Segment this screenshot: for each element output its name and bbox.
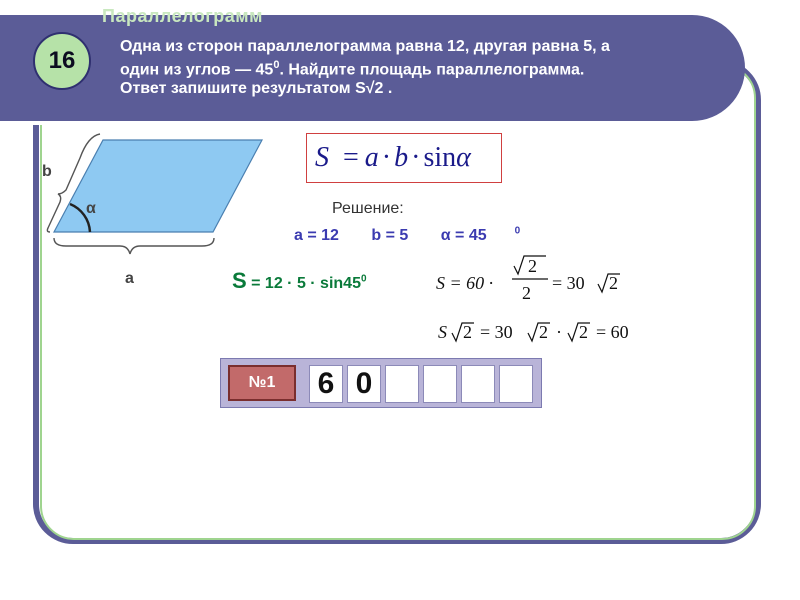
problem-line-1: Одна из сторон параллелограмма равна 12, другая равна 5, а — [120, 38, 610, 55]
answer-cell-3[interactable] — [385, 365, 419, 403]
formula-sin: sin — [423, 142, 457, 173]
answer-cell-6[interactable] — [499, 365, 533, 403]
angle-alpha-label: α — [86, 200, 96, 217]
equation-1-numerator: 2 — [528, 256, 537, 276]
parallelogram-figure — [30, 128, 270, 288]
problem-line-2-a: один из углов — 45 — [120, 61, 274, 79]
area-formula-box — [306, 133, 502, 183]
side-b-label: b — [42, 163, 52, 180]
area-substitution — [232, 268, 367, 294]
header-divider — [0, 121, 710, 125]
formula-dot-1: · — [381, 142, 392, 173]
answer-cell-1[interactable]: 6 — [309, 365, 343, 403]
equation-1-denominator: 2 — [522, 283, 531, 303]
answer-bar — [220, 358, 542, 408]
answer-label-button[interactable]: №1 — [228, 365, 296, 401]
given-values — [294, 226, 520, 245]
side-a-label: a — [125, 270, 134, 287]
answer-cell-5[interactable] — [461, 365, 495, 403]
problem-statement — [120, 37, 740, 98]
solution-label: Решение: — [332, 200, 404, 217]
equation-2-end: = 60 — [596, 322, 629, 342]
equation-1-root: 2 — [609, 273, 618, 293]
problem-line-2 — [120, 56, 740, 79]
problem-line-2-b: . Найдите площадь параллелограмма. — [279, 61, 585, 79]
given-alpha — [441, 227, 520, 244]
given-b: b = 5 — [371, 227, 409, 245]
equation-2-root-1: 2 — [463, 322, 472, 342]
equation-2-root-2: 2 — [539, 322, 548, 342]
formula-dot-2: · — [411, 142, 421, 173]
equation-2-root-3: 2 — [579, 322, 588, 342]
area-s-symbol: S — [232, 268, 247, 293]
area-substitution-sup: 0 — [360, 273, 367, 285]
area-substitution-text: = 12 · 5 · sin45 — [246, 275, 361, 292]
formula-alpha: α — [456, 142, 471, 173]
formula-s: S — [315, 142, 329, 173]
equation-1-mid: = 30 — [552, 273, 585, 293]
equation-1-left — [436, 273, 493, 294]
formula-eq: = — [343, 142, 359, 173]
equation-2-s — [438, 322, 447, 343]
answer-cell-4[interactable] — [423, 365, 457, 403]
equation-2-mid: = 30 — [480, 322, 513, 342]
equation-2-s-text: S — [438, 322, 447, 342]
equation-2-dot: · — [556, 322, 562, 342]
formula-b: b — [394, 142, 409, 173]
problem-line-3: Ответ запишите результатом S√2 . — [120, 80, 393, 98]
formula-a: a — [364, 142, 379, 173]
task-number-badge: 16 — [33, 32, 91, 90]
section-title: Параллелограмм — [102, 6, 263, 26]
side-a-bracket — [54, 238, 214, 254]
answer-cell-2[interactable]: 0 — [347, 365, 381, 403]
equation-1-left-text: S = 60 · — [436, 273, 494, 293]
given-a: a = 12 — [294, 227, 339, 245]
problem-degree-sup: 0 — [273, 59, 280, 71]
given-alpha-text: α = 45 — [440, 227, 487, 245]
given-alpha-sup: 0 — [514, 226, 521, 237]
